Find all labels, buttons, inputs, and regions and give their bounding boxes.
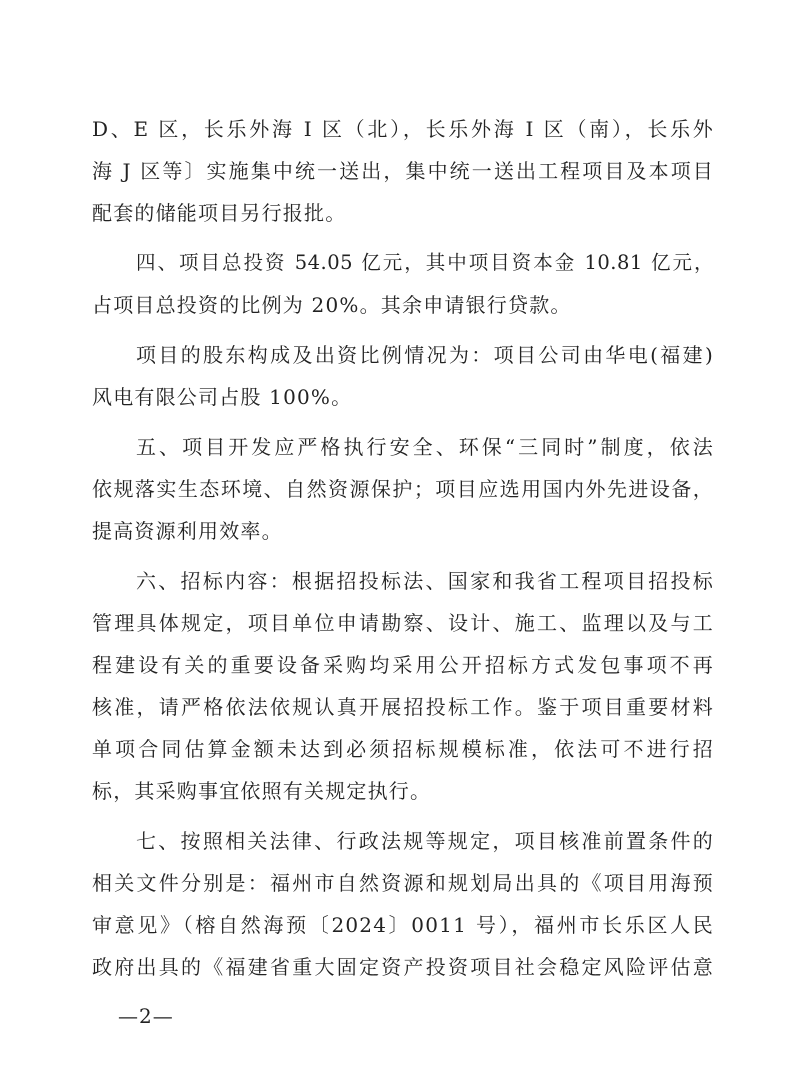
text-line: 六、招标内容：根据招投标法、国家和我省工程项目招投标 <box>136 569 714 593</box>
text-line: 程建设有关的重要设备采购均采用公开招标方式发包事项不再 <box>92 653 714 677</box>
text-line: 五、项目开发应严格执行安全、环保“三同时”制度，依法 <box>136 435 714 459</box>
paragraph-bidding <box>92 560 714 812</box>
text-line: 单项合同估算金额未达到必须招标规模标准，依法可不进行招 <box>92 737 714 761</box>
text-line: 配套的储能项目另行报批。 <box>92 201 347 225</box>
text-line: 四、项目总投资 54.05 亿元，其中项目资本金 10.81 亿元， <box>136 251 714 274</box>
paragraph-prerequisites <box>92 820 714 988</box>
paragraph-safety <box>92 426 714 552</box>
text-line: 审意见》（榕自然海预〔2024〕0011 号），福州市长乐区人民 <box>92 913 714 937</box>
text-line: 提高资源利用效率。 <box>92 519 283 543</box>
text-line: 占项目总投资的比例为 20%。其余申请银行贷款。 <box>92 293 572 317</box>
document-body <box>92 108 714 988</box>
page-number: —2— <box>118 1004 174 1028</box>
paragraph-investment <box>92 242 714 326</box>
text-line: 标，其采购事宜依照有关规定执行。 <box>92 779 432 803</box>
paragraph-shareholders <box>92 334 714 418</box>
text-line: 管理具体规定，项目单位申请勘察、设计、施工、监理以及与工 <box>92 611 714 635</box>
text-line: 项目的股东构成及出资比例情况为：项目公司由华电(福建) <box>136 343 714 367</box>
text-line: 依规落实生态环境、自然资源保护；项目应选用国内外先进设备， <box>92 477 714 501</box>
text-line: 海 J 区等〕实施集中统一送出，集中统一送出工程项目及本项目 <box>92 159 714 183</box>
text-line: D、E 区，长乐外海 I 区（北），长乐外海 I 区（南），长乐外 <box>92 117 714 141</box>
text-line: 政府出具的《福建省重大固定资产投资项目社会稳定风险评估意 <box>92 955 714 979</box>
text-line: 风电有限公司占股 100%。 <box>92 385 353 409</box>
text-line: 七、按照相关法律、行政法规等规定，项目核准前置条件的 <box>136 829 714 853</box>
text-line: 相关文件分别是：福州市自然资源和规划局出具的《项目用海预 <box>92 871 714 895</box>
text-line: 核准，请严格依法依规认真开展招投标工作。鉴于项目重要材料 <box>92 695 714 719</box>
paragraph-continuation <box>92 108 714 234</box>
